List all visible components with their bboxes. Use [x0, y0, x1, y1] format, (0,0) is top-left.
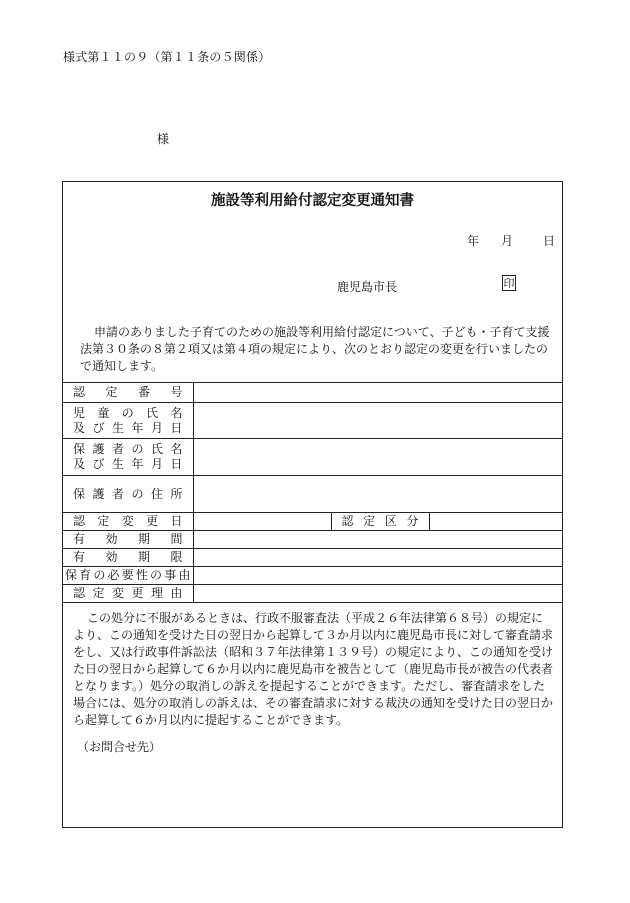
field-label-text: 及 び 生 年 月 日 [73, 420, 183, 435]
document-title: 施設等利用給付認定変更通知書 [211, 193, 414, 209]
table-row [63, 513, 562, 531]
label-cert-number [63, 383, 193, 403]
value-child-name-birth [193, 403, 562, 439]
contact-label: （お問合せ先） [77, 740, 162, 754]
field-label-text: 認 定 番 号 [73, 385, 183, 399]
field-label-text: 保 育 の 必 要 性 の 事 由 [65, 568, 191, 582]
label-valid-period [63, 531, 193, 549]
value-childcare-reason [193, 567, 562, 585]
appeal-notice-paragraph: この処分に不服があるときは、行政不服審査法（平成２６年法律第６８号）の規定により、この通知を受けた日の翌日から起算して３か月以内に鹿児島市長に対して審査請求をし、又は行政事件訴訟法（昭和３７年法律第１３９号）の規定により、この通知を受けた日の翌日から起算して６か月以内に鹿児島市を被告として（鹿児島市長が被告の代表者となります。）処分の取消しの訴えを提起することができます。ただし、審査請求をした場合には、処分の取消しの訴えは、その審査請求に対する裁決の通知を受けた日の翌日から起算して６か月以内に提起することができます。 [73, 611, 554, 727]
label-change-date [63, 513, 193, 531]
field-label-text: 及 び 生 年 月 日 [73, 457, 183, 471]
field-label-text: 認 定 変 更 理 由 [73, 586, 183, 600]
table-row [63, 403, 562, 439]
value-guardian-address [193, 476, 562, 513]
field-label-text: 有 効 期 間 [73, 532, 183, 546]
addressee-suffix: 様 [157, 132, 170, 146]
date-day: 日 [542, 234, 555, 248]
label-childcare-reason [63, 567, 193, 585]
value-cert-category [429, 513, 562, 531]
issuer-name: 鹿児島市長 [337, 280, 398, 294]
field-label-text: 保 護 者 の 住 所 [73, 486, 183, 501]
field-label-text: 有 効 期 限 [73, 550, 183, 564]
table-row [63, 439, 562, 476]
label-child-name-birth [63, 403, 193, 439]
seal-stamp-box: 印 [503, 277, 515, 290]
label-guardian-address [63, 476, 193, 513]
table-row [63, 476, 562, 513]
table-row [63, 567, 562, 585]
date-month: 月 [500, 234, 513, 248]
field-label-text: 認 定 変 更 日 [73, 514, 183, 528]
field-label-text: 保 護 者 の 氏 名 [73, 442, 183, 456]
label-guardian-name-birth [63, 439, 193, 476]
table-row [63, 549, 562, 567]
value-change-reason [193, 585, 562, 603]
value-guardian-name-birth [193, 439, 562, 476]
table-row [63, 383, 562, 403]
field-label-text: 児 童 の 氏 名 [73, 405, 183, 420]
label-change-reason [63, 585, 193, 603]
intro-paragraph: 申請のありました子育てのための施設等利用給付認定について、子ども・子育て支援法第３０条の８第２項又は第４項の規定により、次のとおり認定の変更を行いましたので通知します。 [80, 325, 550, 373]
form-number: 様式第１１の９（第１１条の５関係） [63, 50, 271, 64]
value-cert-number [193, 383, 562, 403]
date-year: 年 [466, 234, 479, 248]
value-change-date [193, 513, 331, 531]
details-table [63, 382, 562, 603]
table-row [63, 531, 562, 549]
table-row [63, 585, 562, 603]
value-valid-period [193, 531, 562, 549]
label-valid-until [63, 549, 193, 567]
notice-document [62, 181, 563, 828]
value-valid-until [193, 549, 562, 567]
date-line [447, 232, 555, 249]
field-label-text: 認 定 区 分 [341, 514, 419, 528]
label-cert-category [331, 513, 429, 531]
